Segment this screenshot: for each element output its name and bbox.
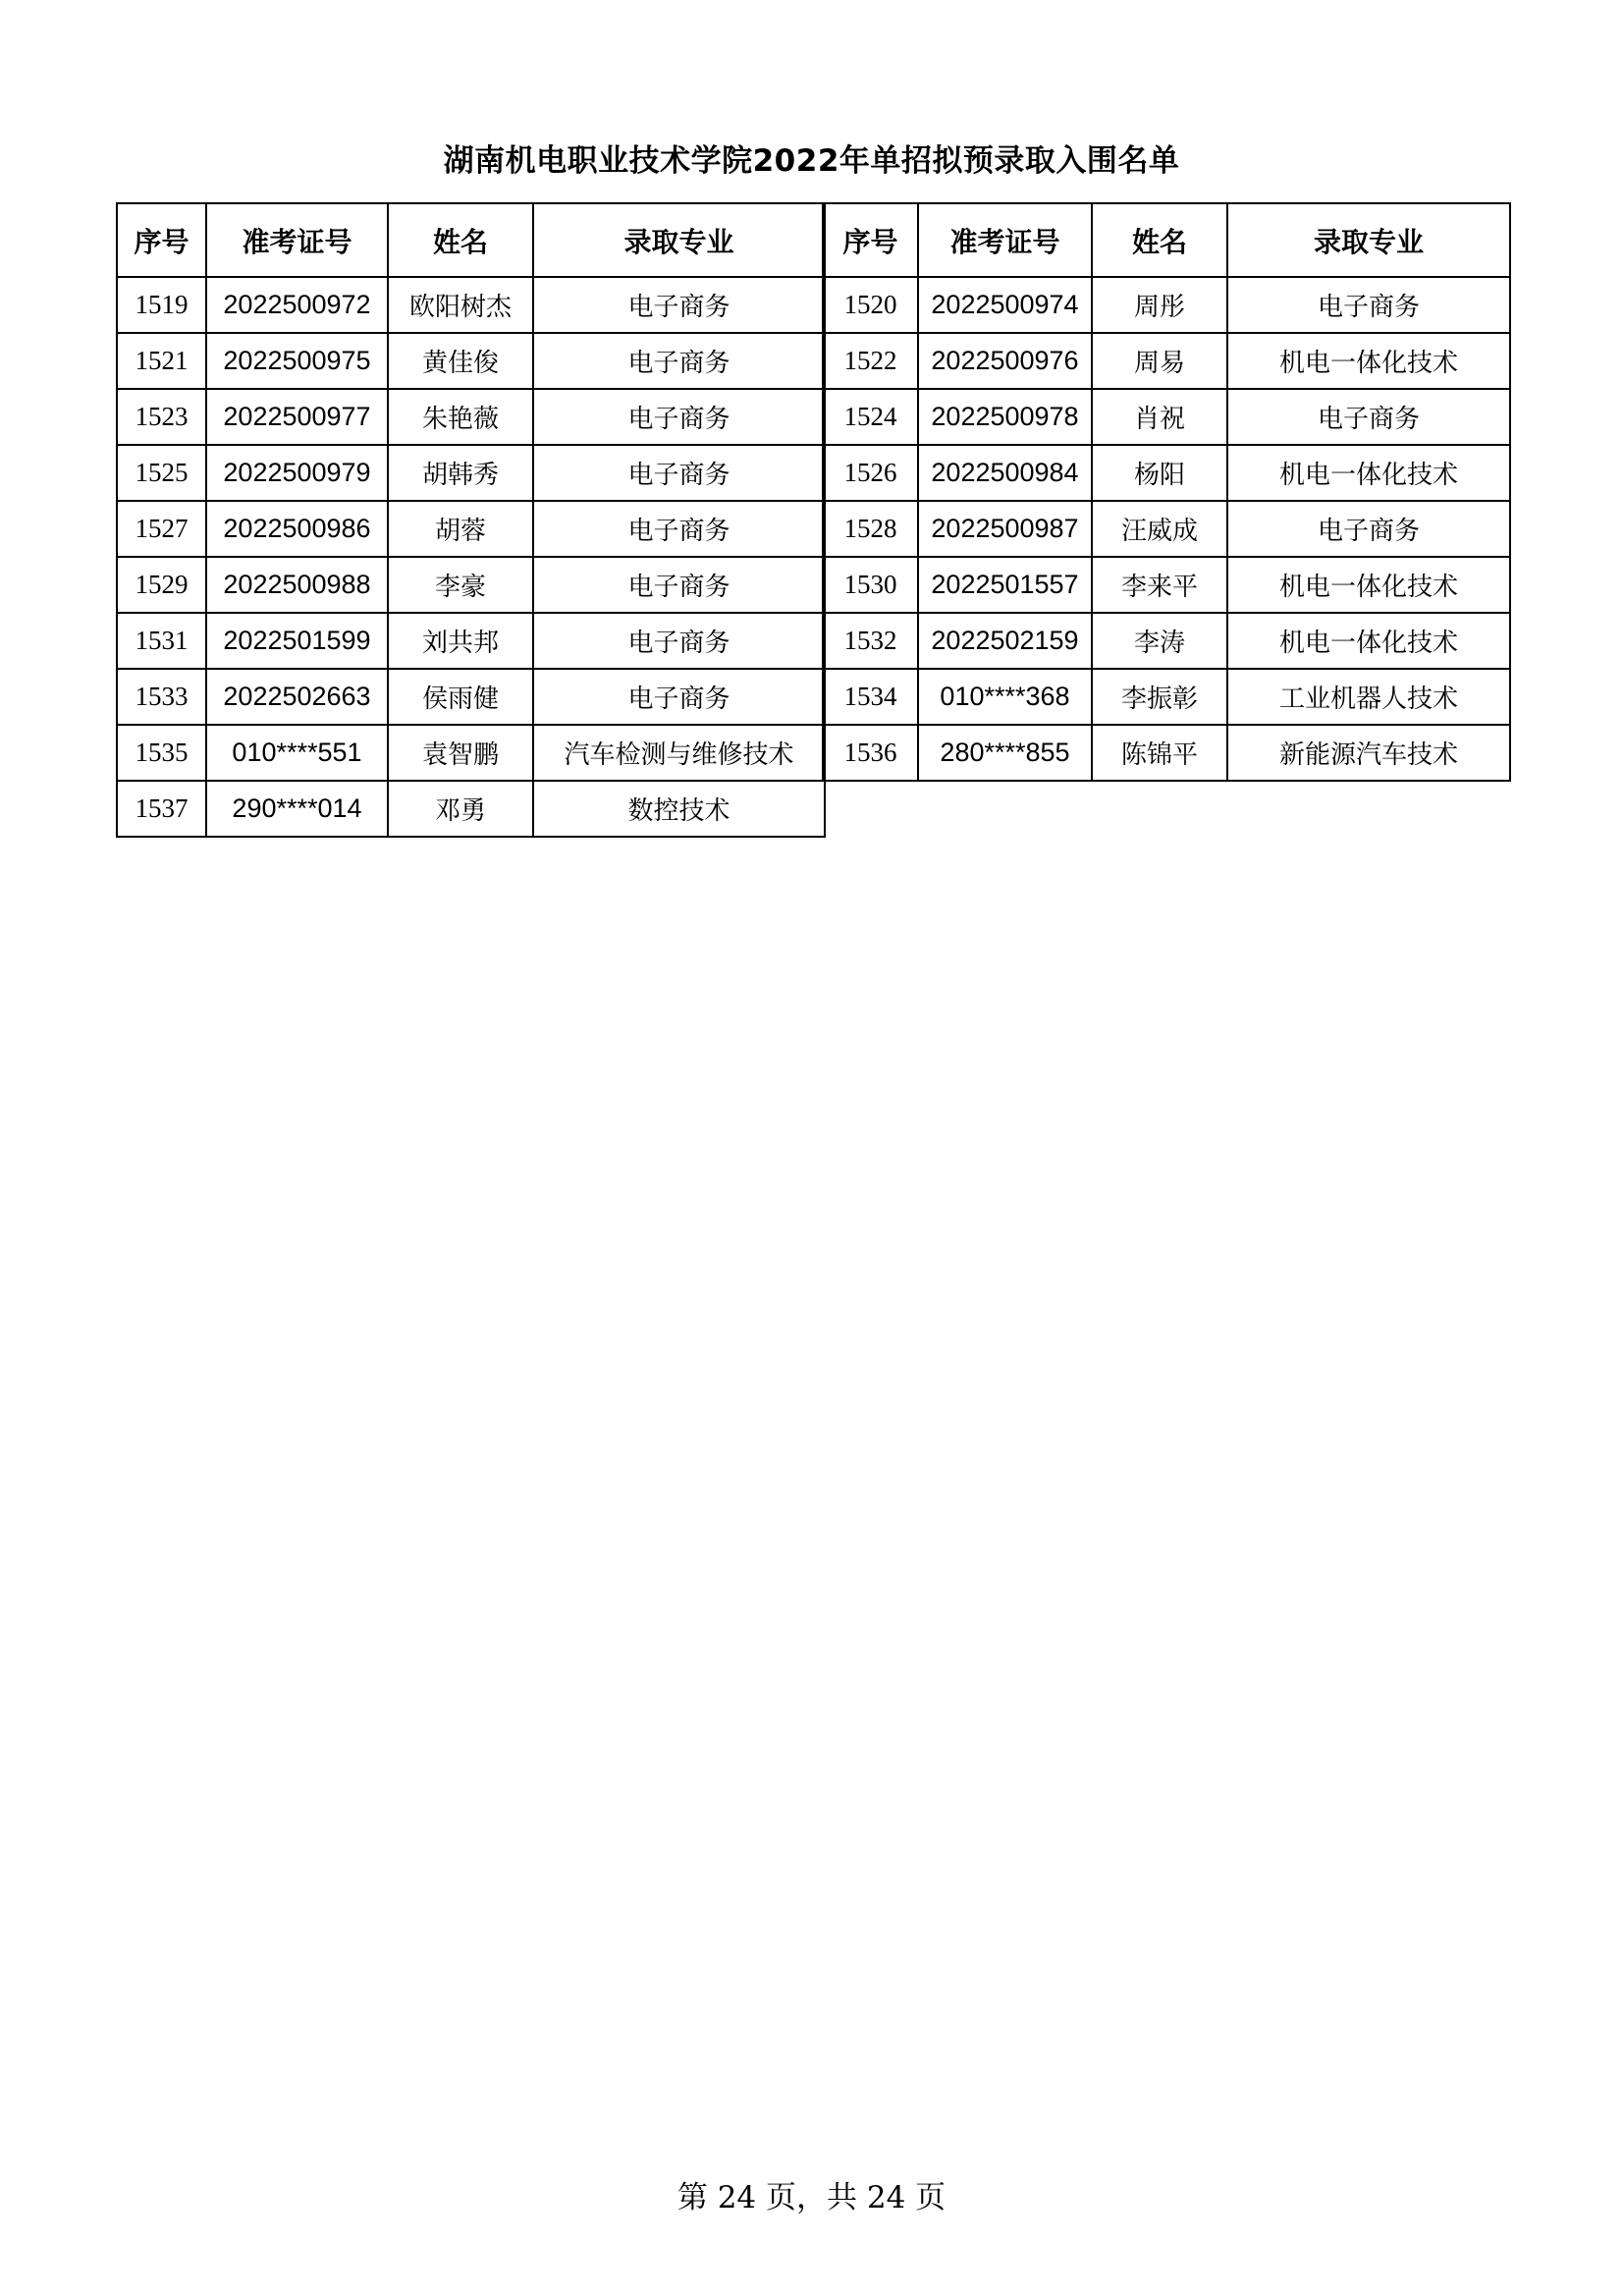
header-seq: 序号: [117, 203, 206, 277]
name-cell: 黄佳俊: [388, 333, 533, 389]
table-row: [117, 725, 825, 781]
exam-no-cell: 2022500988: [206, 557, 388, 613]
seq-cell: 1535: [117, 725, 206, 781]
major-cell: 机电一体化技术: [1227, 333, 1510, 389]
table-row: [823, 277, 1510, 333]
table-row: [823, 389, 1510, 445]
major-cell: 电子商务: [533, 333, 825, 389]
exam-no-cell: 2022501599: [206, 613, 388, 669]
seq-cell: 1537: [117, 781, 206, 837]
admission-table-right: [822, 202, 1511, 782]
seq-cell: 1529: [117, 557, 206, 613]
header-seq: 序号: [823, 203, 918, 277]
name-cell: 杨阳: [1092, 445, 1227, 501]
name-cell: 朱艳薇: [388, 389, 533, 445]
name-cell: 邓勇: [388, 781, 533, 837]
header-major: 录取专业: [1227, 203, 1510, 277]
name-cell: 侯雨健: [388, 669, 533, 725]
exam-no-cell: 2022500984: [918, 445, 1092, 501]
major-cell: 工业机器人技术: [1227, 669, 1510, 725]
major-cell: 机电一体化技术: [1227, 613, 1510, 669]
exam-no-cell: 2022500974: [918, 277, 1092, 333]
seq-cell: 1531: [117, 613, 206, 669]
exam-no-cell: 2022500972: [206, 277, 388, 333]
major-cell: 电子商务: [533, 613, 825, 669]
major-cell: 机电一体化技术: [1227, 557, 1510, 613]
name-cell: 李振彰: [1092, 669, 1227, 725]
major-cell: 汽车检测与维修技术: [533, 725, 825, 781]
major-cell: 电子商务: [533, 501, 825, 557]
name-cell: 欧阳树杰: [388, 277, 533, 333]
header-exam-no: 准考证号: [206, 203, 388, 277]
exam-no-cell: 2022500976: [918, 333, 1092, 389]
exam-no-cell: 2022501557: [918, 557, 1092, 613]
header-major: 录取专业: [533, 203, 825, 277]
table-row: [823, 725, 1510, 781]
exam-no-cell: 2022500975: [206, 333, 388, 389]
name-cell: 胡蓉: [388, 501, 533, 557]
name-cell: 李来平: [1092, 557, 1227, 613]
exam-no-cell: 2022500978: [918, 389, 1092, 445]
major-cell: 数控技术: [533, 781, 825, 837]
name-cell: 刘共邦: [388, 613, 533, 669]
seq-cell: 1524: [823, 389, 918, 445]
table-row: [823, 333, 1510, 389]
table-row: [117, 557, 825, 613]
name-cell: 李涛: [1092, 613, 1227, 669]
table-row: [117, 277, 825, 333]
name-cell: 李豪: [388, 557, 533, 613]
seq-cell: 1526: [823, 445, 918, 501]
admission-table-left: [116, 202, 826, 838]
table-header-row: [117, 203, 825, 277]
name-cell: 陈锦平: [1092, 725, 1227, 781]
seq-cell: 1520: [823, 277, 918, 333]
exam-no-cell: 2022500977: [206, 389, 388, 445]
seq-cell: 1532: [823, 613, 918, 669]
major-cell: 电子商务: [1227, 277, 1510, 333]
major-cell: 机电一体化技术: [1227, 445, 1510, 501]
major-cell: 电子商务: [1227, 389, 1510, 445]
seq-cell: 1521: [117, 333, 206, 389]
exam-no-cell: 2022500987: [918, 501, 1092, 557]
table-row: [117, 389, 825, 445]
major-cell: 电子商务: [533, 389, 825, 445]
major-cell: 新能源汽车技术: [1227, 725, 1510, 781]
seq-cell: 1523: [117, 389, 206, 445]
table-row: [117, 781, 825, 837]
name-cell: 汪威成: [1092, 501, 1227, 557]
name-cell: 周易: [1092, 333, 1227, 389]
table-row: [117, 501, 825, 557]
table-row: [117, 613, 825, 669]
table-row: [117, 333, 825, 389]
seq-cell: 1527: [117, 501, 206, 557]
table-row: [117, 669, 825, 725]
header-name: 姓名: [388, 203, 533, 277]
seq-cell: 1522: [823, 333, 918, 389]
header-exam-no: 准考证号: [918, 203, 1092, 277]
name-cell: 肖祝: [1092, 389, 1227, 445]
seq-cell: 1530: [823, 557, 918, 613]
exam-no-cell: 010****368: [918, 669, 1092, 725]
exam-no-cell: 010****551: [206, 725, 388, 781]
seq-cell: 1525: [117, 445, 206, 501]
exam-no-cell: 290****014: [206, 781, 388, 837]
seq-cell: 1534: [823, 669, 918, 725]
table-header-row: [823, 203, 1510, 277]
major-cell: 电子商务: [533, 669, 825, 725]
major-cell: 电子商务: [1227, 501, 1510, 557]
major-cell: 电子商务: [533, 277, 825, 333]
seq-cell: 1519: [117, 277, 206, 333]
exam-no-cell: 2022502159: [918, 613, 1092, 669]
seq-cell: 1528: [823, 501, 918, 557]
seq-cell: 1533: [117, 669, 206, 725]
name-cell: 周彤: [1092, 277, 1227, 333]
major-cell: 电子商务: [533, 557, 825, 613]
header-name: 姓名: [1092, 203, 1227, 277]
table-row: [823, 501, 1510, 557]
seq-cell: 1536: [823, 725, 918, 781]
exam-no-cell: 2022502663: [206, 669, 388, 725]
table-row: [117, 445, 825, 501]
table-row: [823, 557, 1510, 613]
exam-no-cell: 2022500979: [206, 445, 388, 501]
name-cell: 胡韩秀: [388, 445, 533, 501]
exam-no-cell: 280****855: [918, 725, 1092, 781]
page-footer: 第 24 页，共 24 页: [676, 2180, 947, 2215]
table-row: [823, 445, 1510, 501]
table-row: [823, 613, 1510, 669]
name-cell: 袁智鹏: [388, 725, 533, 781]
exam-no-cell: 2022500986: [206, 501, 388, 557]
document-title: 湖南机电职业技术学院2022年单招拟预录取入围名单: [443, 143, 1180, 179]
table-row: [823, 669, 1510, 725]
major-cell: 电子商务: [533, 445, 825, 501]
